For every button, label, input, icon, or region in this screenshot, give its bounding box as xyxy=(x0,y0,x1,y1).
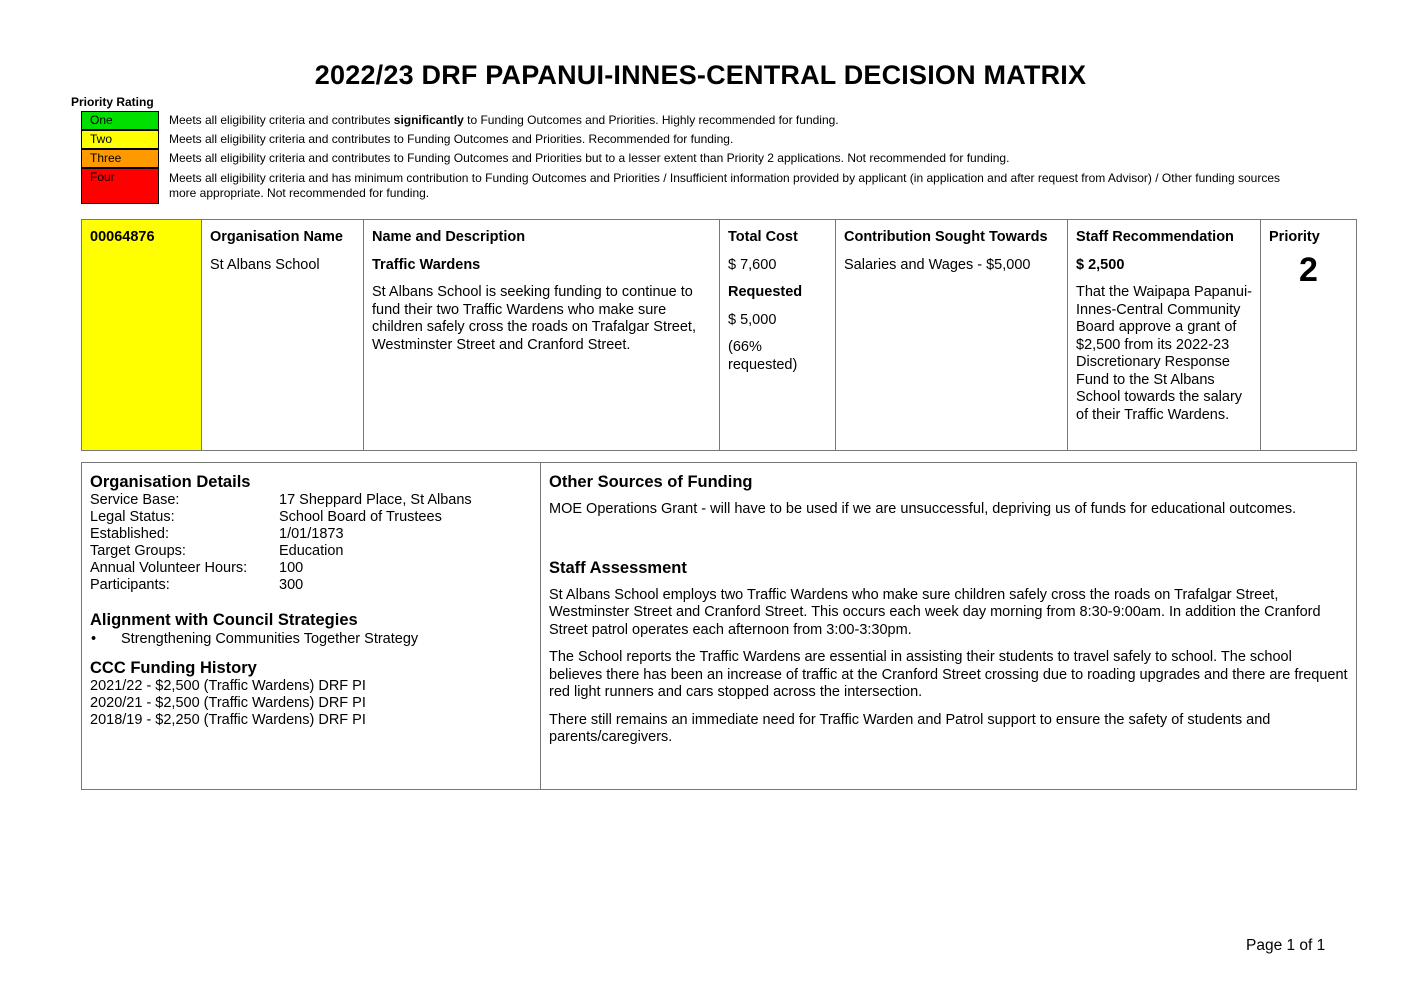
project-description: St Albans School is seeking funding to continue to fund their two Traffic Wardens who make sure children safely cross the roads on Trafalgar Street, Westminster Street and Cranford Street. xyxy=(372,284,696,353)
application-table xyxy=(81,219,1357,451)
contribution-header: Contribution Sought Towards xyxy=(844,229,1048,245)
funding-history-item: 2020/21 - $2,500 (Traffic Wardens) DRF PI xyxy=(90,695,366,711)
detail-row: Target Groups: Education xyxy=(90,543,344,559)
other-funding-text: MOE Operations Grant - will have to be used if we are unsuccessful, depriving us of funds for educational outcomes. xyxy=(549,501,1297,517)
funding-history-item: 2018/19 - $2,250 (Traffic Wardens) DRF PI xyxy=(90,712,366,728)
assessment-paragraph: St Albans School employs two Traffic Wardens who make sure children safely cross the roads on Trafalgar Street, Westminster Street and Cranford Street. This occurs each week day morning from 8:30-9:00am. In addition the Cranford Street patrol operates each afternoon from 3:00-3:30pm. xyxy=(549,586,1321,638)
assessment-paragraph: The School reports the Traffic Wardens are essential in assisting their students to travel safely to school. The school believes there has been an increase of traffic at the Cranford Street crossing due to roading upgrades and there are frequent red light runners and cars stopped across the intersection. xyxy=(549,649,1348,700)
page-number: Page 1 of 1 xyxy=(1246,937,1326,954)
bullet-icon: • xyxy=(91,631,97,647)
priority-value: 2 xyxy=(1299,250,1318,289)
contribution-value: Salaries and Wages - $5,000 xyxy=(844,256,1031,273)
name-description-cell xyxy=(364,220,720,450)
staff-assessment-heading: Staff Assessment xyxy=(549,558,687,577)
total-cost-cell xyxy=(720,220,836,450)
alignment-heading: Alignment with Council Strategies xyxy=(90,611,358,629)
detail-row: Service Base: 17 Sheppard Place, St Albans xyxy=(90,492,472,508)
total-cost-header: Total Cost xyxy=(728,229,798,245)
other-funding-heading: Other Sources of Funding xyxy=(549,473,753,491)
organisation-name: St Albans School xyxy=(210,256,320,273)
contribution-cell xyxy=(836,220,1068,450)
detail-row: Annual Volunteer Hours: 100 xyxy=(90,560,304,576)
priority-header: Priority xyxy=(1269,229,1320,245)
total-cost-value: $ 7,600 xyxy=(728,256,777,273)
priority-three-swatch: Three xyxy=(81,149,159,168)
application-id-cell xyxy=(82,220,202,450)
organisation-details-panel xyxy=(82,463,541,789)
project-name: Traffic Wardens xyxy=(372,256,481,273)
detail-row: Legal Status: School Board of Trustees xyxy=(90,509,442,525)
requested-label: Requested xyxy=(728,284,803,300)
page-title: 2022/23 DRF PAPANUI-INNES-CENTRAL DECISION MATRIX xyxy=(314,60,1087,90)
assessment-paragraph: There still remains an immediate need for Traffic Warden and Patrol support to ensure the safety of students and parents/caregivers. xyxy=(549,711,1271,745)
list-item: • Strengthening Communities Together Strategy xyxy=(91,631,419,647)
priority-rating-label: Priority Rating xyxy=(71,95,154,109)
details-box xyxy=(81,462,1357,790)
name-description-header: Name and Description xyxy=(372,229,526,245)
staff-recommendation-header: Staff Recommendation xyxy=(1076,229,1234,245)
priority-one-swatch: One xyxy=(81,111,159,130)
funding-assessment-panel xyxy=(541,463,1356,789)
detail-row: Established: 1/01/1873 xyxy=(90,526,344,542)
requested-amount: $ 5,000 xyxy=(728,311,777,328)
recommendation-text: That the Waipapa Papanui-Innes-Central Community Board approve a grant of $2,500 from its 2022-23 Discretionary Response Fund to the St Albans School towards the salary of their Traffic Wardens. xyxy=(1076,284,1252,423)
priority-four-description: Meets all eligibility criteria and has minimum contribution to Funding Outcomes and Priorities / Insufficient information provided by applicant (in application and after request from Advisor) / Other funding sources more appropriate. Not recommended for funding. xyxy=(169,171,1280,200)
organisation-header: Organisation Name xyxy=(210,229,343,245)
organisation-details-heading: Organisation Details xyxy=(90,473,251,491)
priority-two-description: Meets all eligibility criteria and contributes to Funding Outcomes and Priorities. Recommended for funding. xyxy=(169,132,734,146)
priority-two-swatch: Two xyxy=(81,130,159,149)
organisation-cell xyxy=(202,220,364,450)
funding-history-heading: CCC Funding History xyxy=(90,659,257,677)
application-id: 00064876 xyxy=(90,229,155,245)
priority-three-description: Meets all eligibility criteria and contributes to Funding Outcomes and Priorities but to a lesser extent than Priority 2 applications. Not recommended for funding. xyxy=(169,151,1010,165)
priority-four-swatch: Four xyxy=(81,168,159,204)
priority-one-description: Meets all eligibility criteria and contributes significantly to Funding Outcomes and Priorities. Highly recommended for funding. xyxy=(169,113,839,127)
funding-history-item: 2021/22 - $2,500 (Traffic Wardens) DRF PI xyxy=(90,678,366,694)
requested-percentage: (66% requested) xyxy=(728,339,798,373)
recommended-amount: $ 2,500 xyxy=(1076,256,1125,273)
priority-cell xyxy=(1261,220,1356,450)
staff-recommendation-cell xyxy=(1068,220,1261,450)
detail-row: Participants: 300 xyxy=(90,577,304,593)
